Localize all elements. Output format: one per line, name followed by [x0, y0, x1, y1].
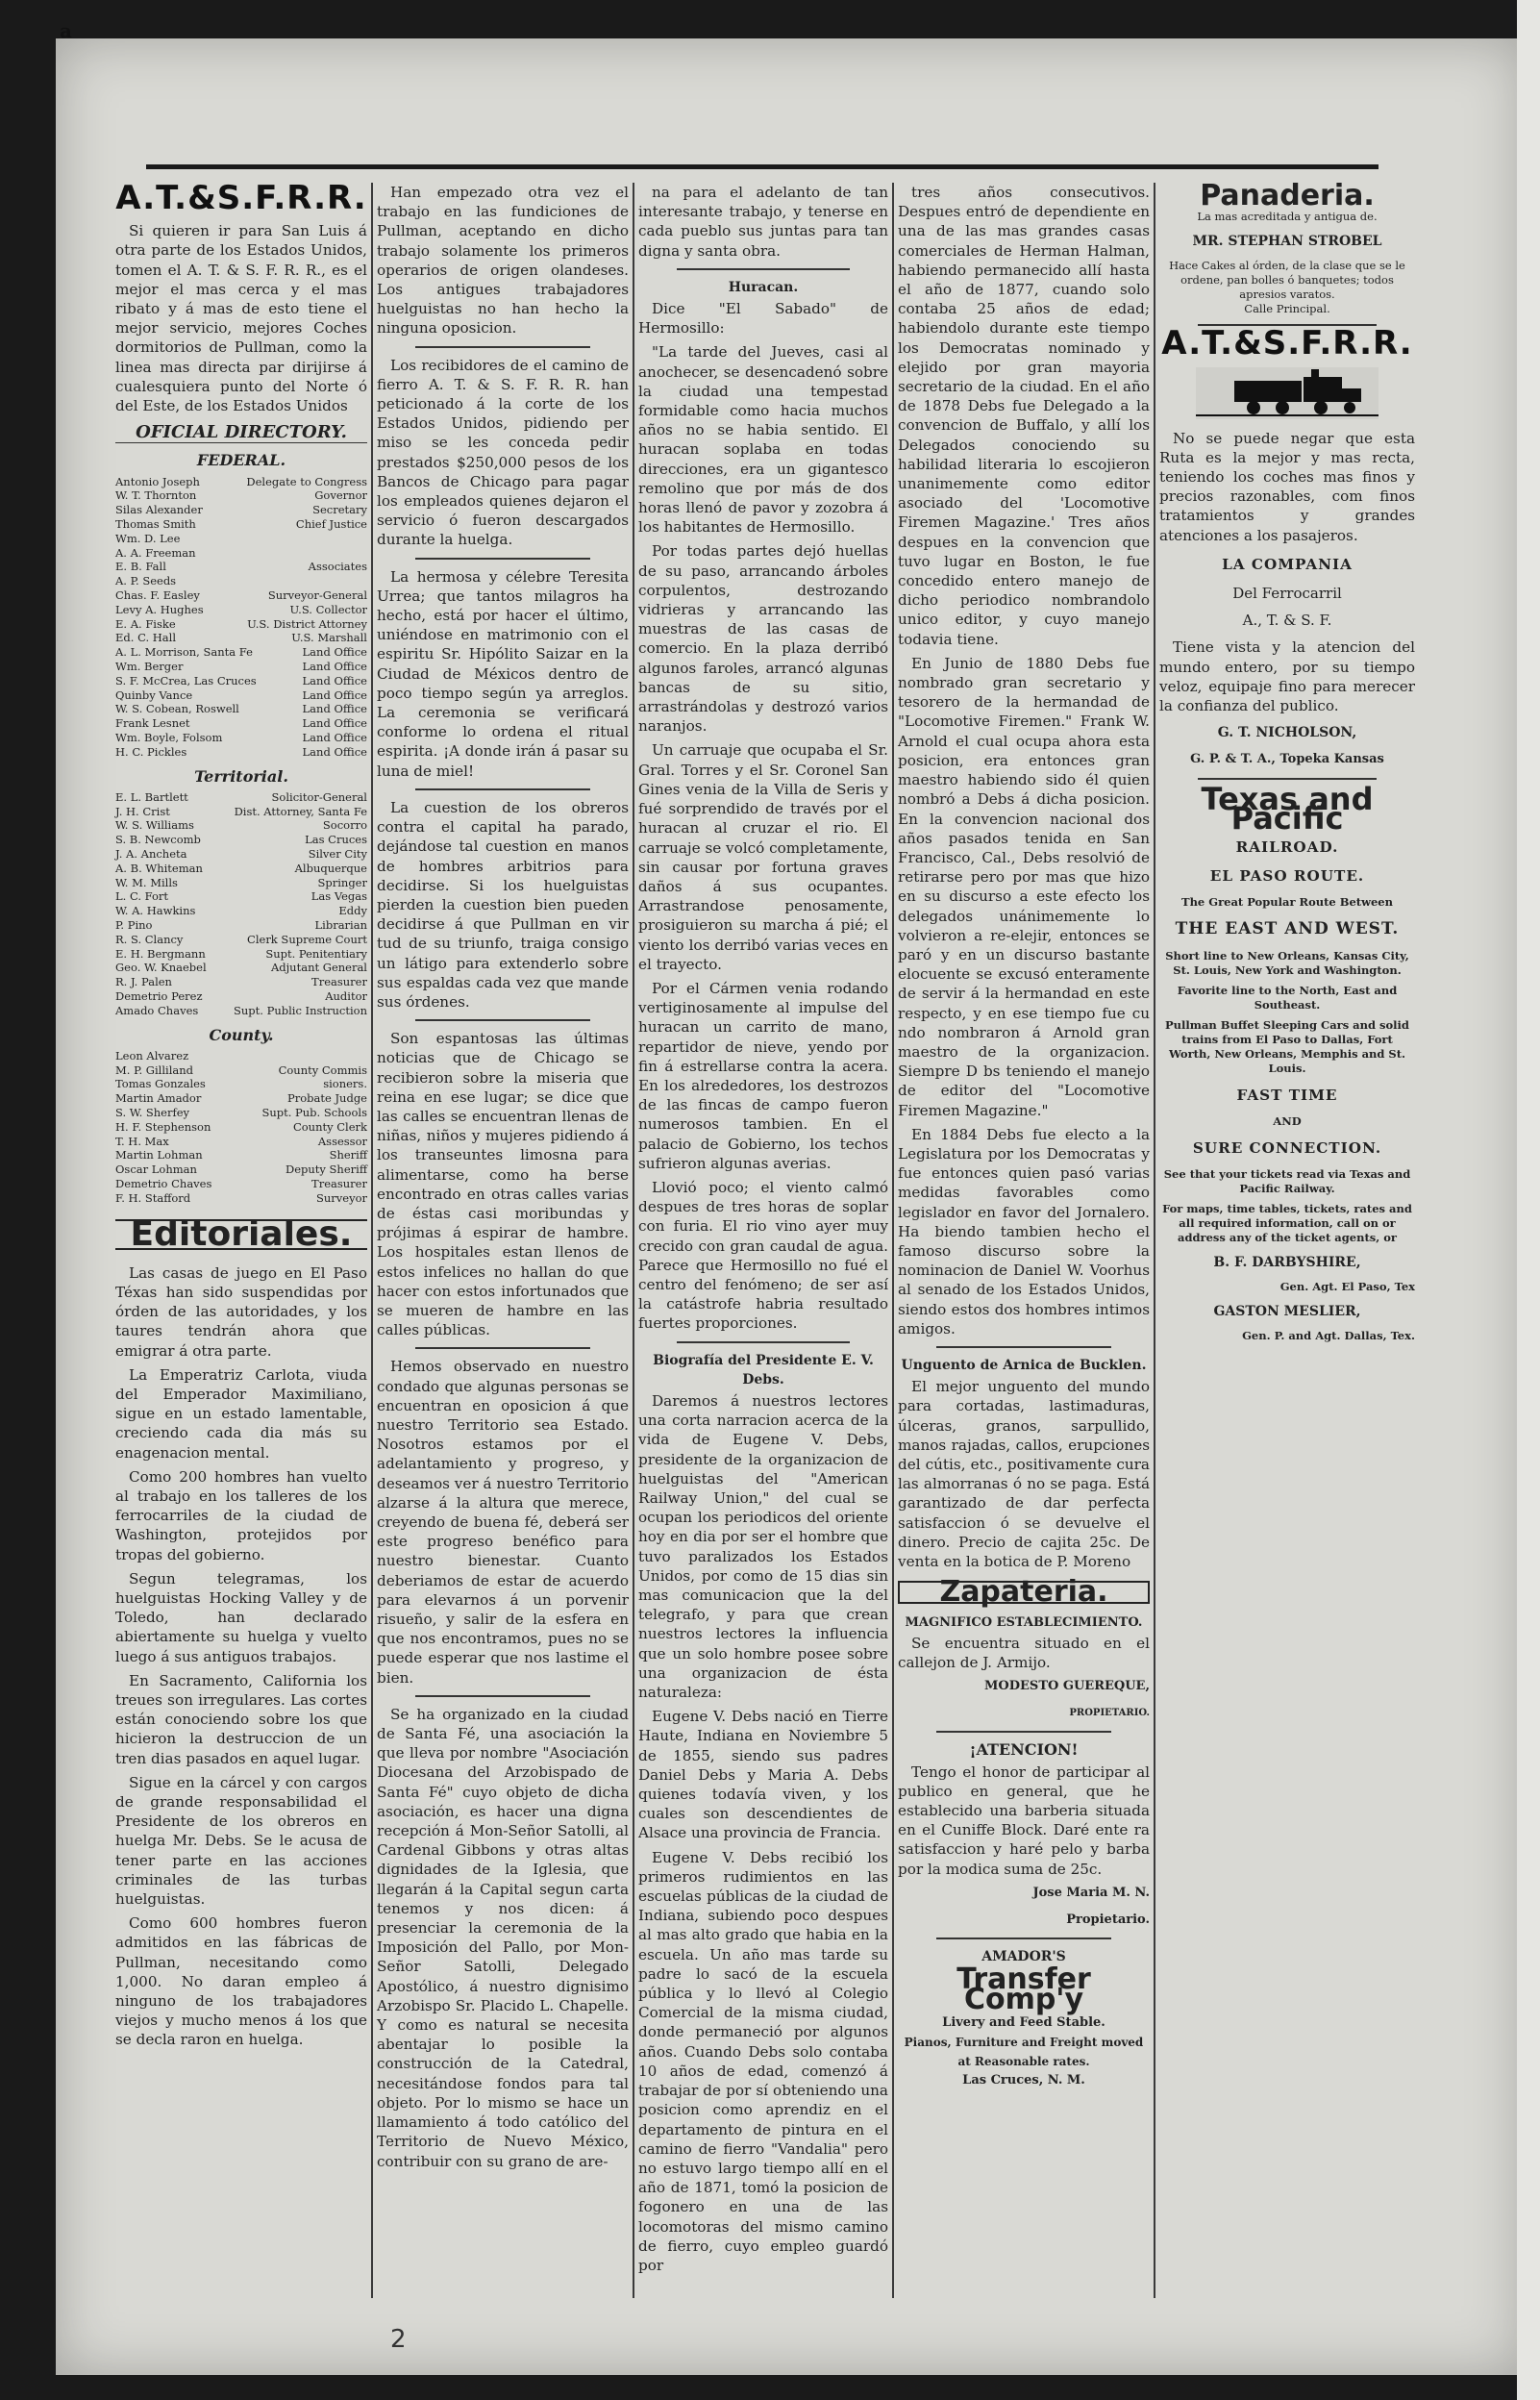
county-list: [115, 1049, 367, 1206]
directory-office: Socorro: [322, 818, 367, 833]
directory-name: J. H. Crist: [115, 804, 170, 818]
news-paragraph: La hermosa y célebre Teresita Urrea; que tantos milagros ha hecho, está por hacer el último, uniéndose en matrimonio con el espiritu Sr. Hipólito Saizar en la Ciudad de Méxicos dentro de poco tiempo según ya arreglos. La ceremonia se verificará conforme lo ordena el ritual espirita. ¡A donde irán á pasar su luna de miel!: [377, 567, 629, 780]
east-west: THE EAST AND WEST.: [1175, 919, 1400, 939]
directory-row: [115, 1177, 367, 1191]
separator: [415, 1019, 590, 1021]
directory-row: [115, 475, 367, 489]
panaderia-text: Hace Cakes al órden, de la clase que se le ordene, pan bolles ó banquetes; todos apresios varatos.: [1169, 259, 1405, 302]
darbyshire-role: Gen. Agt. El Paso, Tex: [1279, 1280, 1415, 1294]
news-paragraph: Han empezado otra vez el trabajo en las fundiciones de Pullman, aceptando en dicho trabajo solamente los primeros operarios de origen olandeses. Los antigues trabajadores huelguistas no han hecho la ninguna oposicion.: [377, 184, 629, 338]
huracan-title: Huracan.: [728, 279, 799, 295]
texas-pacific-title: Texas and Pacific: [1201, 780, 1374, 837]
county-title: County.: [209, 1025, 274, 1044]
directory-name: Martin Amador: [115, 1091, 202, 1106]
panaderia-title: Panaderia.: [1200, 179, 1375, 212]
unguento-title: Unguento de Arnica de Bucklen.: [901, 1357, 1147, 1373]
directory-name: Wm. Berger: [115, 660, 184, 673]
directory-name: Oscar Lohman: [115, 1162, 197, 1177]
column-3: [638, 183, 888, 2298]
directory-office: Land Office: [302, 645, 367, 660]
separator: [677, 1341, 850, 1343]
sure-connection: SURE CONNECTION.: [1192, 1138, 1382, 1157]
directory-name: W. S. Williams: [115, 818, 194, 833]
separator: [415, 1347, 590, 1349]
federal-title: FEDERAL.: [196, 451, 286, 470]
directory-office: Land Office: [302, 660, 367, 673]
column-5: [1159, 179, 1415, 2298]
directory-row: [115, 989, 367, 1004]
huracan-paragraph: Dice "El Sabado" de Hermosillo:: [638, 300, 888, 338]
directory-row: [115, 904, 367, 918]
zapateria-tagline: MAGNIFICO ESTABLECIMIENTO.: [905, 1615, 1143, 1631]
directory-name: L. C. Fort: [115, 889, 169, 904]
directory-name: Leon Alvarez: [115, 1048, 189, 1062]
directory-office: Land Office: [302, 716, 367, 731]
transfer-subtitle: Livery and Feed Stable.: [942, 2014, 1105, 2030]
atsf-masthead: A.T.&S.F.R.R.: [115, 179, 367, 217]
amador-name: AMADOR'S: [981, 1949, 1066, 1965]
directory-name: Demetrio Chaves: [115, 1176, 212, 1190]
directory-row: [115, 961, 367, 975]
unguento-paragraph: El mejor unguento del mundo para cortadas, lastimaduras, úlceras, granos, sarpullido, manos rajadas, callos, erupciones del cútis, etc., positivamente cura las almorranas ó no se paga. Está garantizado de dar perfecta satisfaccion ó se devuelve el dinero. Precio de cajita 25c. De venta en la botica de P. Moreno: [898, 1378, 1150, 1571]
directory-name: Ed. C. Hall: [115, 631, 177, 645]
directory-office: Treasurer: [311, 975, 367, 989]
compania-title: LA COMPANIA: [1222, 555, 1353, 573]
directory-name: Wm. D. Lee: [115, 531, 181, 545]
editorial-paragraph: Sigue en la cárcel y con cargos de grande responsabilidad el Presidente de los obreros en huelga Mr. Debs. Se le acusa de tener parte en las acciones criminales de las turbas huelguistas.: [115, 1773, 367, 1908]
directory-name: Levy A. Hughes: [115, 602, 204, 616]
directory-row: [115, 546, 367, 561]
directory-name: R. J. Palen: [115, 975, 172, 989]
directory-row: [115, 488, 367, 503]
huracan-paragraph: Llovió poco; el viento calmó despues de tres horas de soplar con furia. El rio vino ayer muy crecido con gran caudal de agua. Parece que Hermosillo no fué el centro del fenómeno; de ser así la catástrofe habria resultado fuertes proporciones.: [638, 1178, 888, 1333]
biography-paragraph: tres años consecutivos. Despues entró de dependiente en una de las mas grandes casas comerciales de Herman Halman, habiendo permanecido allí hasta el año de 1877, cuando solo contaba 25 años de edad; habiendolo durante este tiempo los Democratas nominado y elejido por gran mayoria secretario de la ciudad. En el año de 1878 Debs fue Delegado a la convencion de Buffalo, y allí los Delegados conociendo su habilidad literaria lo escojieron unanimemente como editor asociado del 'Locomotive Firemen Magazine.' Tres años despues en la convencion que tuvo lugar en Boston, le fue concedido entero manejo de dicho periodico nombrandolo unico editor, y cuyo manejo todavia tiene.: [898, 184, 1150, 648]
directory-row: [115, 1049, 367, 1063]
directory-name: Geo. W. Knaebel: [115, 961, 207, 975]
directory-name: A. P. Seeds: [115, 574, 177, 588]
editorial-paragraph: Como 600 hombres fueron admitidos en las fábricas de Pullman, necesitando como 1,000. No daran empleo á ninguno de los trabajadores viejos y mucho menos á los que se decla raron en huelga.: [115, 1914, 367, 2049]
directory-name: W. T. Thornton: [115, 488, 197, 503]
directory-name: W. M. Mills: [115, 875, 178, 889]
directory-office: Clerk Supreme Court: [247, 932, 367, 946]
directory-office: Supt. Penitentiary: [265, 946, 367, 961]
column-4: [898, 183, 1150, 2298]
news-paragraph: Hemos observado en nuestro condado que algunas personas se encuentran en oposicion á que nuestro Territorio sea Estado. Nosotros estamos por el adelantamiento y progreso, y deseamos ver á nuestro Territorio alzarse á la altura que merece, creyendo de buena fé, deberá ser este progreso benéfico para nuestro bienestar. Cuanto deberiamos de estar de acuerdo para elevarnos á un porvenir risueño, y salir de la esfera en que nos encontramos, pues no se puede esperar que nos lastime el bien.: [377, 1358, 629, 1687]
separator: [677, 268, 850, 270]
darbyshire-name: B. F. DARBYSHIRE,: [1213, 1255, 1361, 1271]
nicholson-name: G. T. NICHOLSON,: [1217, 725, 1357, 741]
separator: [936, 1938, 1111, 1939]
meslier-name: GASTON MESLIER,: [1213, 1304, 1361, 1320]
directory-row: [115, 862, 367, 876]
directory-row: [115, 1148, 367, 1162]
meslier-role: Gen. P. and Agt. Dallas, Tex.: [1242, 1329, 1415, 1343]
directory-name: A. A. Freeman: [115, 545, 196, 560]
ferrocarril-text: Del Ferrocarril: [1232, 585, 1342, 603]
directory-office: Supt. Public Instruction: [234, 1003, 367, 1017]
directory-office: Land Office: [302, 688, 367, 702]
popular-route: The Great Popular Route Between: [1181, 895, 1393, 910]
directory-row: [115, 1004, 367, 1018]
handwritten-mark: 2: [390, 2325, 407, 2354]
editorial-paragraph: Como 200 hombres han vuelto al trabajo en los talleres de los ferrocarriles de la ciudad de Washington, protejidos por tropas del gobierno.: [115, 1467, 367, 1563]
directory-office: Las Cruces: [305, 833, 367, 847]
atsf-text: A., T. & S. F.: [1242, 612, 1332, 630]
atsf-ad-title: A.T.&S.F.R.R.: [1161, 324, 1413, 363]
route-info: Short line to New Orleans, Kansas City, St. Louis, New York and Washington.: [1165, 948, 1409, 977]
directory-row: [115, 532, 367, 546]
column-divider: [1154, 183, 1155, 2298]
directory-row: [115, 674, 367, 688]
directory-office: Associates: [308, 560, 367, 574]
directory-office: Las Vegas: [310, 889, 367, 904]
directory-row: [115, 833, 367, 847]
territorial-title: Territorial.: [194, 766, 288, 786]
directory-office: Deputy Sheriff: [285, 1162, 367, 1177]
directory-name: J. A. Ancheta: [115, 846, 187, 861]
fast-time: FAST TIME: [1236, 1086, 1338, 1104]
editoriales-title: Editoriales.: [115, 1219, 367, 1250]
directory-office: Land Office: [302, 702, 367, 716]
directory-name: E. B. Fall: [115, 560, 166, 574]
directory-office: Supt. Pub. Schools: [261, 1105, 367, 1119]
top-rule: [146, 164, 1379, 169]
editorial-paragraph: En Sacramento, California los treues son irregulares. Las cortes están conociendo sobre los que hicieron la destruccion de un tren dias pasados en aquel lugar.: [115, 1671, 367, 1767]
directory-row: [115, 1091, 367, 1106]
directory-row: [115, 503, 367, 517]
biography-paragraph: Eugene V. Debs nació en Tierre Haute, Indiana en Noviembre 5 de 1855, siendo sus padres Daniel Debs y Maria A. Debs quienes todavía viven, y los cuales son descendientes de Alsace una provincia de Francia.: [638, 1708, 888, 1842]
zapateria-role: PROPIETARIO.: [1069, 1708, 1150, 1719]
directory-office: Governor: [314, 488, 367, 503]
directory-office: Springer: [317, 875, 367, 889]
atsf-text: Si quieren ir para San Luis á otra parte de los Estados Unidos, tomen el A. T. & S. F. R. R., es el mejor el mas cerca y el mas ribato y á mas de esto tiene el mejor servicio, mejores Coches dormitorios de Pullman, como la linea mas directa par dirijirse á cualesquiera punto del Norte ó del Este, de los Estados Unidos: [115, 222, 367, 415]
directory-office: Surveyor: [315, 1190, 367, 1205]
directory-office: U.S. Collector: [289, 602, 367, 616]
directory-row: [115, 574, 367, 588]
directory-row: [115, 1106, 367, 1120]
column-divider: [371, 183, 373, 2298]
news-paragraph: La cuestion de los obreros contra el capital ha parado, dejándose tal cuestion en manos de hombres arbitrios para decidirse. Si los huelguistas pierden la cuestion bien pueden decidirse á que Pullman en vir tud de su triunfo, traiga consigo un látigo para extenderlo sobre sus espaldas cada vez que mande sus órdenes.: [377, 798, 629, 1011]
directory-name: A. L. Morrison, Santa Fe: [115, 645, 253, 660]
corner-mark: a: [60, 19, 72, 42]
directory-name: H. C. Pickles: [115, 744, 187, 759]
huracan-paragraph: Por el Cármen venia rodando vertiginosamente al impulse del huracan un carrito de mano, repartidor de nieve, yendo por fin á estrellarse contra la acera. En los alrededores, los destrozos de las fincas de campo fueron numerosos tambien. En el palacio de Gobierno, los techos sufrieron algunas averias.: [638, 979, 888, 1172]
directory-name: Tomas Gonzales: [115, 1077, 206, 1091]
separator: [415, 346, 590, 348]
news-paragraph: Son espantosas las últimas noticias que de Chicago se recibieron sobre la miseria que reina en ese lugar; se dice que las calles se encuentran llenas de niñas, niños y mujeres pidiendo á los transeuntes limosna para alimentarse, como ha berse encontrado en otras calles varias de éstas casi moribundas y prójimas á espirar de hambre. Los hospitales estan llenos de estos infelices no hallan do que hacer con estos infortunados que se mueren de hambre en las calles públicas.: [377, 1030, 629, 1339]
news-paragraph: Los recibidores de el camino de fierro A. T. & S. F. R. R. han peticionado á la corte de los Estados Unidos, pidiendo per miso se les conceda pedir prestados $250,000 pesos de los Bancos de Chicago para pagar los empleados quienes dejaron el servicio ó fueron descargados durante la huelga.: [377, 356, 629, 549]
directory-row: [115, 847, 367, 862]
directory-name: E. H. Bergmann: [115, 946, 206, 961]
el-paso-route: EL PASO ROUTE.: [1209, 867, 1365, 886]
biography-paragraph: Eugene V. Debs recibió los primeros rudimientos en las escuelas públicas de la ciudad de Indiana, subiendo poco despues al mas alto grado que habia en la escuela. Un año mas tarde su padre lo sacó de la escuela pública y lo llevó al Colegio Comercial de la misma ciudad, donde permaneció por algunos años. Cuando Debs solo contaba 10 años de edad, comenzó á trabajar de por sí obteniendo una posicion como aprendiz en el departamento de pintura en el camino de fierro "Vandalia" pero no estuvo largo tiempo allí en el año de 1871, tomó la posicion de fogonero en una de las locomotoras del mismo camino de fierro, cuyo empleo guardó por: [638, 1848, 888, 2274]
directory-office: Land Office: [302, 744, 367, 759]
directory-office: Sheriff: [329, 1148, 367, 1162]
directory-name: W. A. Hawkins: [115, 904, 196, 918]
directory-name: Demetrio Perez: [115, 988, 203, 1003]
directory-row: [115, 947, 367, 962]
territorial-list: [115, 790, 367, 1018]
directory-row: [115, 1135, 367, 1149]
directory-row: [115, 560, 367, 574]
news-paragraph: na para el adelanto de tan interesante trabajo, y tenerse en cada pueblo sus juntas para tan digna y santa obra.: [638, 184, 888, 260]
directory-name: Antonio Joseph: [115, 474, 200, 488]
transfer-body: Pianos, Furniture and Freight moved at Reasonable rates.: [904, 2036, 1144, 2069]
news-paragraph: Se ha organizado en la ciudad de Santa Fé, una asociación la que lleva por nombre "Asociación Diocesana del Arzobispado de Santa Fé" cuyo objeto de dicha asociación, es hacer una digna recepción á Mon-Señor Satolli, al Cardenal Gibbons y otras altas dignidades de la Iglesia, que llegarán á la Capital segun carta tenemos y nos dicen: á presenciar la ceremonia de la Imposición del Pallo, por Mon-Señor Satolli, Delegado Apostólico, á nuestro dignisimo Arzobispo Sr. Placido L. Chapelle. Y como es natural se necesita abentajar lo posible la construcción de la Catedral, necesitándose fondos para tal objeto. Por lo mismo se hace un llamamiento á todo católico del Territorio de Nuevo México, contribuir con su grano de are-: [377, 1705, 629, 2170]
editorial-paragraph: Las casas de juego en El Paso Téxas han sido suspendidas por órden de las autoridades, y los taures tendrán ahora que emigrar á otra parte.: [115, 1263, 367, 1360]
directory-office: Assessor: [317, 1134, 367, 1148]
panaderia-address: Calle Principal.: [1244, 302, 1330, 316]
directory-office: Land Office: [302, 673, 367, 688]
directory-office: Dist. Attorney, Santa Fe: [234, 804, 367, 818]
panaderia-owner: MR. STEPHAN STROBEL: [1192, 234, 1382, 250]
directory-name: S. W. Sherfey: [115, 1105, 190, 1119]
directory-row: [115, 645, 367, 660]
separator: [415, 1695, 590, 1697]
nicholson-role: G. P. & T. A., Topeka Kansas: [1190, 752, 1384, 767]
huracan-paragraph: Por todas partes dejó huellas de su paso, arrancando árboles corpulentos, destrozando vidrieras y arrancando las muestras de las casas de comercio. En la plaza derribó algunos faroles, arrancó algunas bancas de su sitio, arrastrándolas y destrozó varios naranjos.: [638, 542, 888, 736]
editorial-paragraph: Segun telegramas, los huelguistas Hocking Valley y de Toledo, han declarado abiertamente su huelga y vuelto luego á sus antiguos trabajos.: [115, 1569, 367, 1665]
directory-row: [115, 1077, 367, 1091]
directory-office: Adjutant General: [270, 961, 367, 975]
directory-office: Delegate to Congress: [246, 474, 367, 488]
directory-row: [115, 631, 367, 645]
separator: [936, 1731, 1111, 1733]
directory-row: [115, 517, 367, 532]
directory-office: sioners.: [323, 1077, 367, 1091]
directory-name: Chas. F. Easley: [115, 588, 200, 603]
directory-name: S. F. McCrea, Las Cruces: [115, 673, 257, 688]
route-info: Favorite line to the North, East and Southeast.: [1177, 983, 1398, 1012]
directory-name: E. L. Bartlett: [115, 789, 188, 804]
directory-row: [115, 889, 367, 904]
directory-name: T. H. Max: [115, 1134, 169, 1148]
ticket-info: For maps, time tables, tickets, rates and all required information, call on or address any of the ticket agents, or: [1162, 1202, 1412, 1245]
directory-office: Solicitor-General: [271, 789, 367, 804]
directory-name: F. H. Stafford: [115, 1190, 191, 1205]
train-icon: [1196, 367, 1379, 419]
atsf-ad-paragraph: No se puede negar que esta Ruta es la mejor y mas recta, teniendo los coches mas finos y precios razonables, com finos tratamientos y grandes atenciones a los pasajeros.: [1159, 429, 1415, 544]
directory-name: Frank Lesnet: [115, 716, 190, 731]
biography-paragraph: En Junio de 1880 Debs fue nombrado gran secretario y tesorero de la hermandad de "Locomotive Firemen." Frank W. Arnold el cual ocupa ahora esta posicion, era entonces gran maestro habiendo sido él quien nombró a Debs á dicha posicion. En la convencion nacional dos años pasados tenida en San Francisco, Cal., Debs resolvió de retirarse pero por mas que hizo en su discurso a este efecto los delegados unánimemente lo volvieron a re-elejir, entonces se paró y en un discurso bastante elocuente se excusó enteramente de servir á la hermandad en este respecto, y en ese tiempo fue cu ndo nombraron á Arnold gran maestro de la organizacion. Siempre D bs teniendo el manejo de editor del "Locomotive Firemen Magazine.": [898, 654, 1150, 1119]
and-text: AND: [1273, 1113, 1302, 1128]
transfer-location: Las Cruces, N. M.: [962, 2073, 1085, 2088]
atencion-title: ¡ATENCION!: [969, 1740, 1079, 1760]
ticket-info: See that your tickets read via Texas and Pacific Railway.: [1163, 1167, 1411, 1196]
directory-row: [115, 716, 367, 731]
directory-office: County Commis: [278, 1062, 367, 1077]
directory-office: Librarian: [314, 917, 367, 932]
directory-row: [115, 1162, 367, 1177]
directory-row: [115, 731, 367, 745]
directory-row: [115, 1063, 367, 1078]
route-info: Pullman Buffet Sleeping Cars and solid trains from El Paso to Dallas, Fort Worth, New Orleans, Memphis and St. Louis.: [1165, 1017, 1409, 1075]
directory-row: [115, 933, 367, 947]
directory-row: [115, 702, 367, 716]
directory-name: Wm. Boyle, Folsom: [115, 730, 223, 744]
railroad-text: RAILROAD.: [1235, 838, 1339, 857]
zapateria-owner: MODESTO GUEREQUE,: [984, 1679, 1150, 1694]
directory-office: County Clerk: [292, 1119, 367, 1134]
directory-name: Martin Lohman: [115, 1148, 203, 1162]
directory-row: [115, 660, 367, 674]
directory-office: Probate Judge: [286, 1091, 367, 1106]
federal-list: [115, 475, 367, 760]
column-1: [115, 179, 367, 2298]
directory-row: [115, 918, 367, 933]
directory-name: A. B. Whiteman: [115, 861, 203, 875]
adjacent-page-edge: [1517, 0, 1540, 2400]
directory-title: OFICIAL DIRECTORY.: [115, 423, 367, 443]
directory-office: U.S. District Attorney: [247, 616, 367, 631]
directory-row: [115, 790, 367, 805]
directory-row: [115, 1120, 367, 1135]
directory-office: Albuquerque: [294, 861, 367, 875]
directory-name: Quinby Vance: [115, 688, 193, 702]
directory-name: E. A. Fiske: [115, 616, 176, 631]
separator: [415, 558, 590, 560]
directory-row: [115, 818, 367, 833]
column-2: [377, 183, 629, 2298]
directory-office: U.S. Marshall: [291, 631, 367, 645]
directory-name: Thomas Smith: [115, 517, 196, 532]
directory-name: Amado Chaves: [115, 1003, 199, 1017]
atencion-paragraph: Tengo el honor de participar al publico en general, que he establecido una barberia situada en el Cuniffe Block. Daré ente ra satisfaccion y haré pelo y barba por la modica suma de 25c.: [898, 1762, 1150, 1878]
column-divider: [892, 183, 894, 2298]
panaderia-tagline: La mas acreditada y antigua de.: [1197, 210, 1378, 224]
directory-row: [115, 745, 367, 760]
atsf-ad-paragraph: Tiene vista y la atencion del mundo entero, por su tiempo veloz, equipaje fino para merecer la confianza del publico.: [1159, 638, 1415, 715]
editorial-paragraph: La Emperatriz Carlota, viuda del Emperador Maximiliano, sigue en un estado lamentable, creciendo cada dia más su enagenacion mental.: [115, 1365, 367, 1462]
biography-paragraph: Daremos á nuestros lectores una corta narracion acerca de la vida de Eugene V. Debs, presidente de la organizacion de huelguistas del "American Railway Union," del cual se ocupan los periodicos del oriente hoy en dia por ser el hombre que tuvo paralizados los Estados Unidos, por como de 15 dias sin mas comunicacion que la del telegrafo, y para que crean nuestros lectores la influencia que un solo hombre posee sobre una organizacion de ésta naturaleza:: [638, 1391, 888, 1702]
directory-row: [115, 603, 367, 617]
directory-office: Treasurer: [311, 1176, 367, 1190]
directory-office: Silver City: [308, 846, 367, 861]
separator: [415, 788, 590, 790]
directory-office: Land Office: [302, 730, 367, 744]
separator: [1198, 778, 1377, 780]
directory-row: [115, 1191, 367, 1206]
directory-office: Eddy: [338, 904, 367, 918]
huracan-paragraph: Un carruaje que ocupaba el Sr. Gral. Torres y el Sr. Coronel San Gines venia de la Villa de Seris y fué sorprendido de través por el huracan al cruzar el rio. El carruaje se volcó completamente, sin causar por fortuna graves daños á sus ocupantes. Arrastrandose penosamente, prosiguieron su marcha á pié; el viento los derribó varias veces en el trayecto.: [638, 741, 888, 973]
directory-row: [115, 588, 367, 603]
directory-name: H. F. Stephenson: [115, 1119, 211, 1134]
directory-row: [115, 688, 367, 703]
atencion-signature: Jose Maria M. N.: [1032, 1885, 1150, 1900]
atencion-role: Propietario.: [1066, 1912, 1150, 1928]
directory-row: [115, 876, 367, 890]
directory-row: [115, 617, 367, 632]
directory-name: S. B. Newcomb: [115, 833, 201, 847]
directory-name: M. P. Gilliland: [115, 1062, 194, 1077]
directory-row: [115, 805, 367, 819]
directory-office: Chief Justice: [295, 517, 367, 532]
directory-office: Surveyor-General: [267, 588, 367, 603]
zapateria-title: Zapateria.: [898, 1581, 1150, 1604]
transfer-title: Transfer Comp'y: [956, 1962, 1091, 2016]
biography-paragraph: En 1884 Debs fue electo a la Legislatura por los Democratas y fue entonces quien pasó varias medidas favorables como legislador en favor del Jornalero. Ha biendo tambien hecho el famoso discurso sobre la nominacion de Daniel W. Voorhus al senado de los Estados Unidos, siendo estos dos hombres intimos amigos.: [898, 1125, 1150, 1338]
biography-title: Biografía del Presidente E. V. Debs.: [653, 1352, 874, 1388]
column-divider: [633, 183, 634, 2298]
zapateria-location: Se encuentra situado en el callejon de J. Armijo.: [898, 1634, 1150, 1671]
directory-name: Silas Alexander: [115, 503, 203, 517]
directory-row: [115, 975, 367, 989]
directory-name: R. S. Clancy: [115, 932, 184, 946]
separator: [936, 1346, 1111, 1348]
directory-office: Auditor: [325, 988, 367, 1003]
huracan-paragraph: "La tarde del Jueves, casi al anochecer, se desencadenó sobre la ciudad una tempestad formidable como hacia muchos años no se habia sentido. El huracan soplaba en todas direcciones, era un gigantesco remolino que por más de dos horas llenó de pavor y zozobra á los habitantes de Hermosillo.: [638, 343, 888, 537]
directory-name: W. S. Cobean, Roswell: [115, 702, 239, 716]
directory-office: Secretary: [312, 503, 367, 517]
directory-name: P. Pino: [115, 917, 153, 932]
